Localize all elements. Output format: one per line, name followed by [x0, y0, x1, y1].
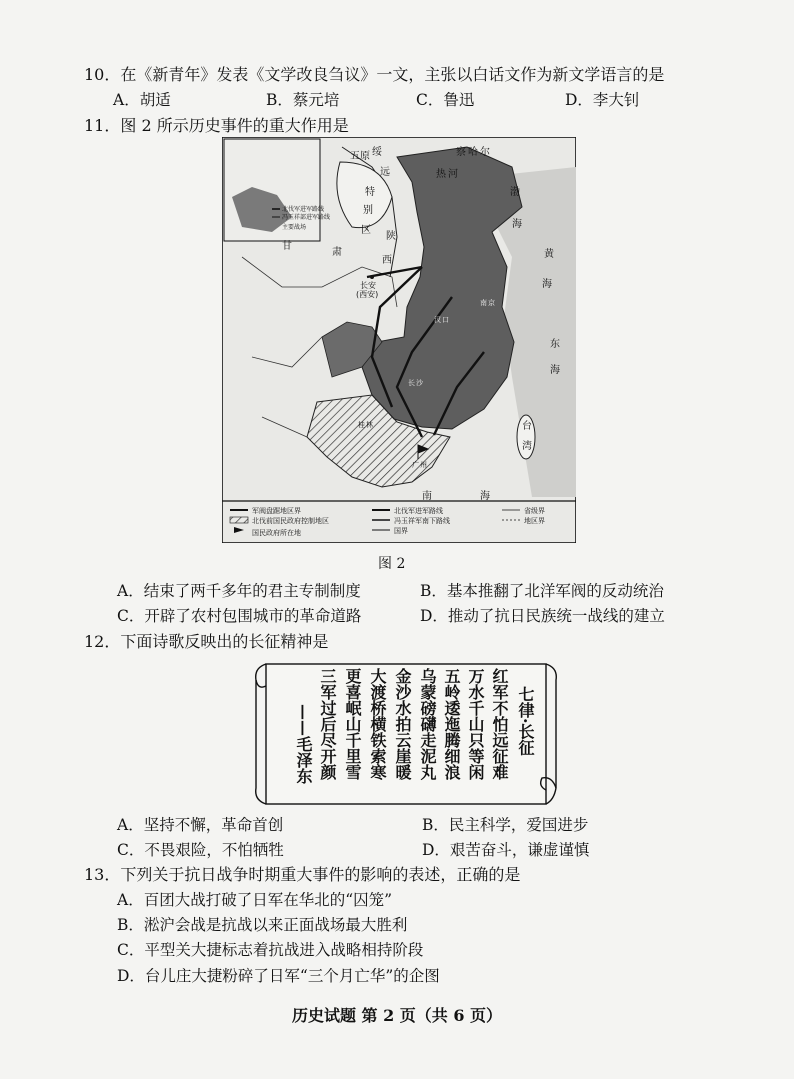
q12-option-a: A．坚持不懈，革命首创 [117, 816, 284, 834]
place-12: 海 [512, 219, 522, 230]
place-29: 南 [480, 299, 487, 307]
place-31: 长 [408, 379, 415, 387]
legend-4: 冯玉祥军南下路线 [394, 517, 450, 525]
poem-title: 七律·长征 [516, 686, 535, 756]
q10-stem: 10．在《新青年》发表《文学改良刍议》一文，主张以白话文作为新文学语言的是 [84, 65, 665, 84]
northern-expedition-map [222, 137, 576, 543]
inset-legend-2: 冯玉祥部进军路线 [282, 214, 331, 221]
place-25: 南 [422, 491, 432, 502]
poem-line-5: 金沙水拍云崖暖 [393, 668, 412, 780]
legend-1: 北伐前国民政府控制地区 [252, 517, 329, 525]
q13-option-b: B．淞沪会战是抗战以来正面战场最大胜利 [117, 916, 408, 934]
place-2: 远 [380, 167, 390, 178]
legend-3: 北伐军进军路线 [394, 507, 443, 515]
poem-line-4: 乌蒙磅礴走泥丸 [418, 668, 437, 780]
place-7: 哈 [468, 147, 478, 158]
page-footer: 历史试题 第 2 页（共 6 页） [291, 1006, 503, 1025]
q11-option-a: A．结束了两千多年的君主专制制度 [117, 582, 361, 600]
place-20: (西安) [356, 290, 379, 299]
place-34: 林 [366, 421, 373, 429]
poem-author: ——毛泽东 [294, 704, 313, 784]
place-36: 州 [420, 461, 427, 469]
q12-option-c: C．不畏艰险，不怕牺牲 [117, 841, 284, 859]
place-16: 西 [382, 255, 392, 266]
q12-stem: 12．下面诗歌反映出的长征精神是 [84, 632, 329, 651]
q13-option-d: D．台儿庄大捷粉碎了日军“三个月亡华”的企图 [117, 967, 440, 985]
place-28: 口 [442, 316, 449, 324]
poem-line-7: 更喜岷山千里雪 [343, 668, 362, 780]
q10-option-a: A．胡适 [113, 91, 171, 109]
place-30: 京 [488, 299, 495, 307]
q11-option-c: C．开辟了农村包围城市的革命道路 [117, 607, 362, 625]
place-0: 五原 [350, 151, 370, 162]
place-26: 海 [480, 491, 490, 502]
poem-line-6: 大渡桥横铁索寒 [368, 668, 387, 780]
place-8: 尔 [480, 147, 490, 158]
q11-option-d: D．推动了抗日民族统一战线的建立 [420, 607, 665, 625]
legend-6: 省级界 [524, 507, 545, 515]
legend-5: 国界 [394, 527, 408, 535]
figure-caption: 图 2 [378, 556, 406, 572]
q13-option-a: A．百团大战打破了日军在华北的“囚笼” [117, 891, 393, 909]
place-27: 汉 [434, 316, 441, 324]
q13-stem: 13．下列关于抗日战争时期重大事件的影响的表述，正确的是 [84, 865, 521, 884]
place-32: 沙 [416, 379, 423, 387]
place-13: 黄 [544, 249, 554, 260]
place-10: 河 [448, 169, 458, 180]
place-5: 区 [361, 225, 371, 236]
place-1: 绥 [372, 147, 382, 158]
place-22: 海 [550, 365, 560, 376]
q10-option-b: B．蔡元培 [266, 91, 340, 109]
place-23: 台 [522, 421, 532, 432]
poem-line-2: 万水千山只等闲 [466, 668, 485, 780]
place-17: 甘 [282, 241, 292, 252]
place-33: 桂 [358, 421, 365, 429]
legend-0: 军阀盘踞地区界 [252, 507, 301, 515]
place-3: 特 [365, 187, 375, 198]
place-35: 广 [412, 461, 419, 469]
place-18: 肃 [332, 247, 342, 258]
place-15: 陕 [386, 231, 396, 242]
legend-2: 国民政府所在地 [252, 529, 301, 537]
legend-7: 地区界 [524, 517, 545, 525]
place-21: 东 [550, 339, 560, 350]
poem-line-3: 五岭逶迤腾细浪 [442, 668, 461, 780]
inset-legend-3: 主要战场 [282, 224, 307, 231]
q12-option-b: B．民主科学，爱国进步 [422, 816, 589, 834]
place-6: 察 [456, 147, 466, 158]
q10-option-c: C．鲁迅 [416, 91, 475, 109]
q10-option-d: D．李大钊 [565, 91, 640, 109]
place-14: 海 [542, 279, 552, 290]
place-19: 长安 [360, 281, 376, 290]
place-11: 渤 [510, 187, 520, 198]
q11-option-b: B．基本推翻了北洋军阀的反动统治 [420, 582, 664, 600]
place-9: 热 [436, 169, 446, 180]
q12-option-d: D．艰苦奋斗，谦虚谨慎 [422, 841, 590, 859]
poem-line-8: 三军过后尽开颜 [318, 668, 337, 780]
place-4: 别 [363, 205, 373, 216]
q11-stem: 11．图 2 所示历史事件的重大作用是 [84, 116, 349, 135]
inset-legend-1: 北伐军进军路线 [282, 206, 325, 213]
poem-line-1: 红军不怕远征难 [490, 668, 509, 780]
place-24: 湾 [522, 441, 532, 452]
q13-option-c: C．平型关大捷标志着抗战进入战略相持阶段 [117, 941, 424, 959]
